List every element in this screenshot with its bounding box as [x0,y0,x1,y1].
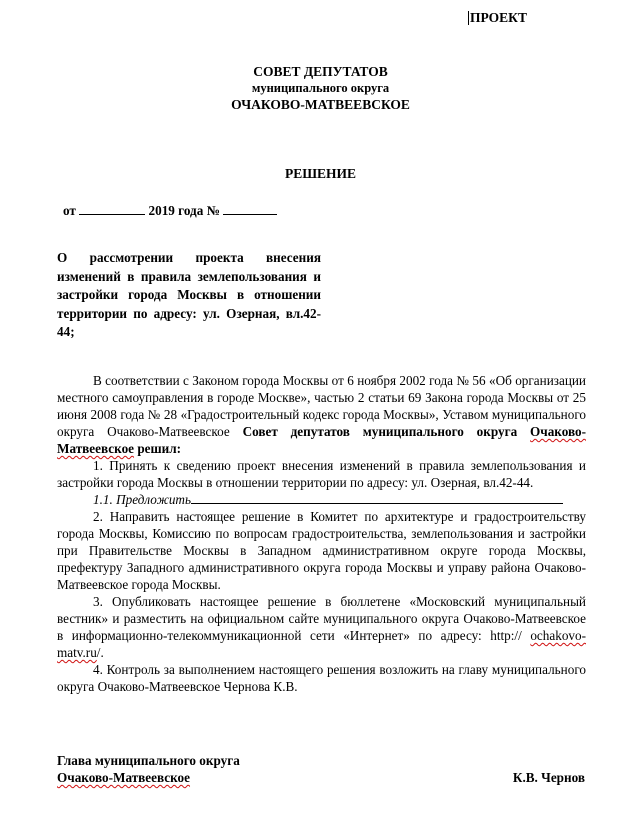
date-year: 2019 года № [148,203,220,218]
item-3-end: /. [96,645,104,660]
draft-label: ПРОЕКТ [470,10,527,25]
signature-block [57,752,585,786]
preamble-bold-start: Совет депутатов муниципального округа [229,424,530,439]
item-3-text: 3. Опубликовать настоящее решение в бюллетене «Московский муниципальный вестник» и разместить на официальном сайте муниципального округа Очаково-Матвеевское в информационно-телекоммуникационной сети «Интернет» по адресу: http:// [57,594,586,643]
signature-position-1: Глава муниципального округа [57,753,240,768]
council-name: СОВЕТ ДЕПУТАТОВ [253,64,388,79]
preamble-text: В соответствии с Законом города Москвы от 6 ноября 2002 года № 56 «Об организации местного самоуправления в городе Москве», частью 2 статьи 69 Закона города Москвы от 25 июня 2008 года № 28 «Градостроительный кодекс города Москвы», Уставом муниципального округа [57,373,586,439]
document-body [57,372,586,695]
item-1-1 [57,491,586,508]
item-1-1-text: 1.1. Предложить [93,492,191,507]
signature-name: К.В. Чернов [512,770,585,785]
date-blank [79,202,145,215]
document-subject: О рассмотрении проекта внесения изменений в правила землепользования и застройки города Москвы в отношении территории по адресу: ул. Озерная, вл.42-44; [57,250,321,340]
preamble-bold-end: решил: [134,441,182,456]
council-header [0,64,621,113]
preamble-paragraph [57,372,586,457]
item-2: 2. Направить настоящее решение в Комитет по архитектуре и градостроительству города Москвы, Комиссию по вопросам градостроительства, землепользования и застройки при Правительстве Москвы в Западном административном округе города Москвы, префектуру Западного административного округа города Москвы и управу района Очаково-Матвеевское города Москвы. [57,509,586,592]
date-line [63,202,277,219]
date-prefix: от [63,203,76,218]
document-title: РЕШЕНИЕ [284,166,357,181]
item-4: 4. Контроль за выполнением настоящего решения возложить на главу муниципального округа Очаково-Матвеевское Чернова К.В. [57,662,586,694]
item-1: 1. Принять к сведению проект внесения изменений в правила землепользования и застройки города Москвы в отношении территории по адресу: ул. Озерная, вл.42-44. [57,458,586,490]
preamble-district: Очаково-Матвеевское [107,424,230,439]
council-subtitle: муниципального округа [251,81,390,95]
item-1-1-blank [191,491,563,504]
signature-position-2: Очаково-Матвеевское [57,770,191,785]
item-3 [57,593,586,661]
district-name: ОЧАКОВО-МАТВЕЕВСКОЕ [231,97,410,112]
number-blank [223,202,277,215]
preamble-bold-district: Очаково-Матвеевское [57,424,586,456]
item-3-url: ochakovo-matv.ru [57,628,586,660]
